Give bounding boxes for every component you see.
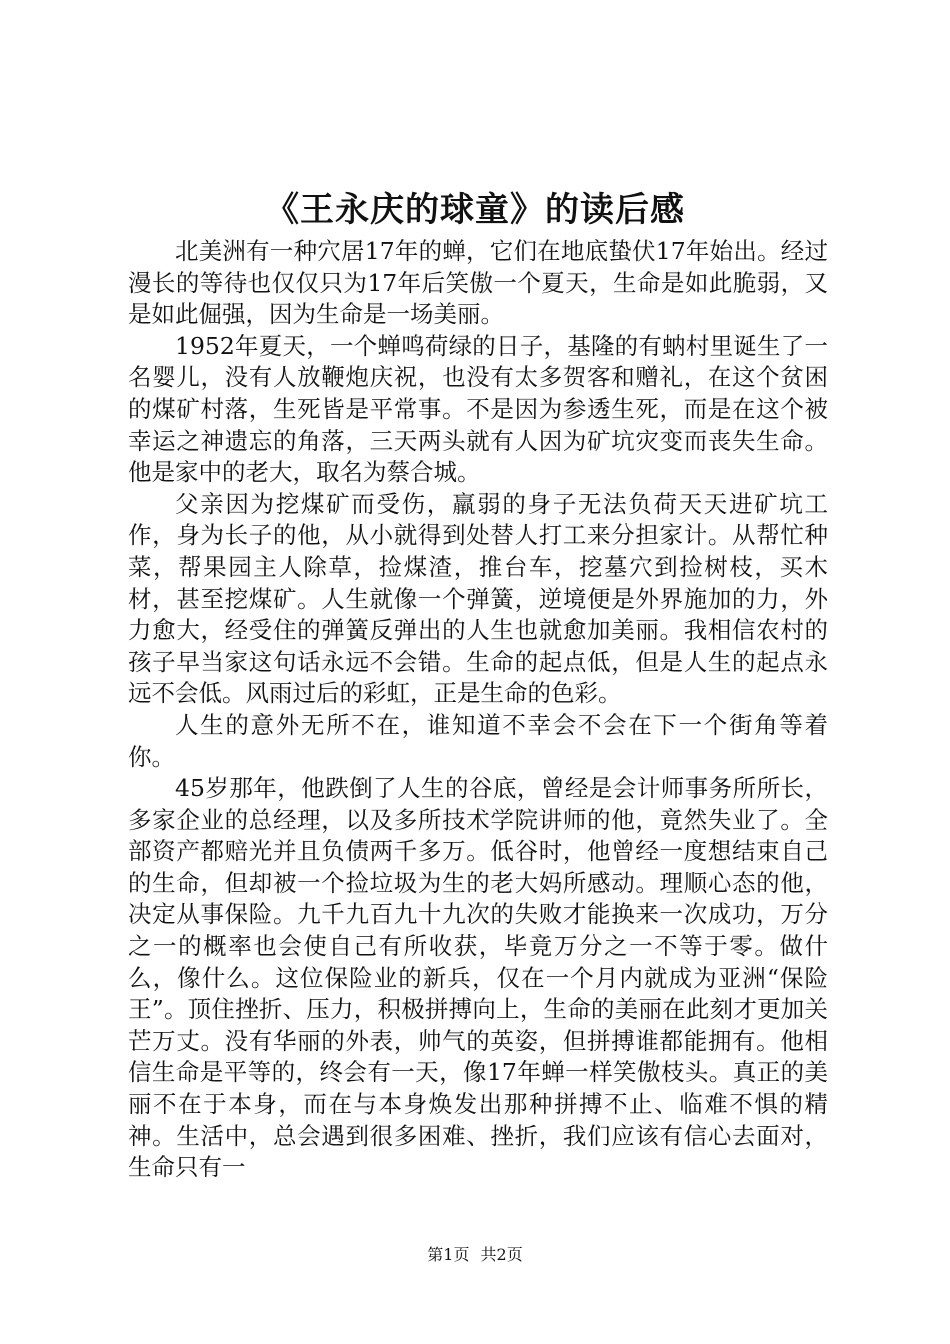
paragraph: 45岁那年，他跌倒了人生的谷底，曾经是会计师事务所所长，多家企业的总经理，以及多所技术学院讲师的他，竟然失业了。全部资产都赔光并且负债两千多万。低谷时，他曾经一度想结束自己的生命，但却被一个捡垃圾为生的老大妈所感动。理顺心态的他，决定从事保险。九千九百九十九次的失败才能换来一次成功，万分之一的概率也会使自己有所收获，毕竟万分之一不等于零。做什么，像什么。这位保险业的新兵，仅在一个月内就成为亚洲“保险王”。顶住挫折、压力，积极拼搏向上，生命的美丽在此刻才更加关芒万丈。没有华丽的外表，帅气的英姿，但拼搏谁都能拥有。他相信生命是平等的，终会有一天，像17年蝉一样笑傲枝头。真正的美丽不在于本身，而在与本身焕发出那种拼搏不止、临难不惧的精神。生活中，总会遇到很多困难、挫折，我们应该有信心去面对，生命只有一 (128, 774, 828, 1182)
document-body (128, 236, 828, 1184)
document-title: 《王永庆的球童》的读后感 (265, 190, 685, 230)
paragraph: 父亲因为挖煤矿而受伤，羸弱的身子无法负荷天天进矿坑工作，身为长子的他，从小就得到处替人打工来分担家计。从帮忙种菜，帮果园主人除草，捡煤渣，推台车，挖墓穴到捡树枝，买木材，甚至挖煤矿。人生就像一个弹簧，逆境便是外界施加的力，外力愈大，经受住的弹簧反弹出的人生也就愈加美丽。我相信农村的孩子早当家这句话永远不会错。生命的起点低，但是人生的起点永远不会低。风雨过后的彩虹，正是生命的色彩。 (128, 489, 828, 708)
page-footer (0, 1245, 950, 1265)
page-total: 共2页 (480, 1245, 523, 1264)
page-number: 第1页 (427, 1245, 470, 1264)
paragraph: 1952年夏天，一个蝉鸣荷绿的日子，基隆的有蚋村里诞生了一名婴儿，没有人放鞭炮庆祝，也没有太多贺客和赠礼，在这个贫困的煤矿村落，生死皆是平常事。不是因为参透生死，而是在这个被幸运之神遗忘的角落，三天两头就有人因为矿坑灾变而丧失生命。他是家中的老大，取名为蔡合城。 (128, 331, 828, 487)
paragraph: 人生的意外无所不在，谁知道不幸会不会在下一个街角等着你。 (128, 710, 828, 771)
paragraph: 北美洲有一种穴居17年的蝉，它们在地底蛰伏17年始出。经过漫长的等待也仅仅只为17年后笑傲一个夏天，生命是如此脆弱，又是如此倔强，因为生命是一场美丽。 (128, 237, 828, 329)
